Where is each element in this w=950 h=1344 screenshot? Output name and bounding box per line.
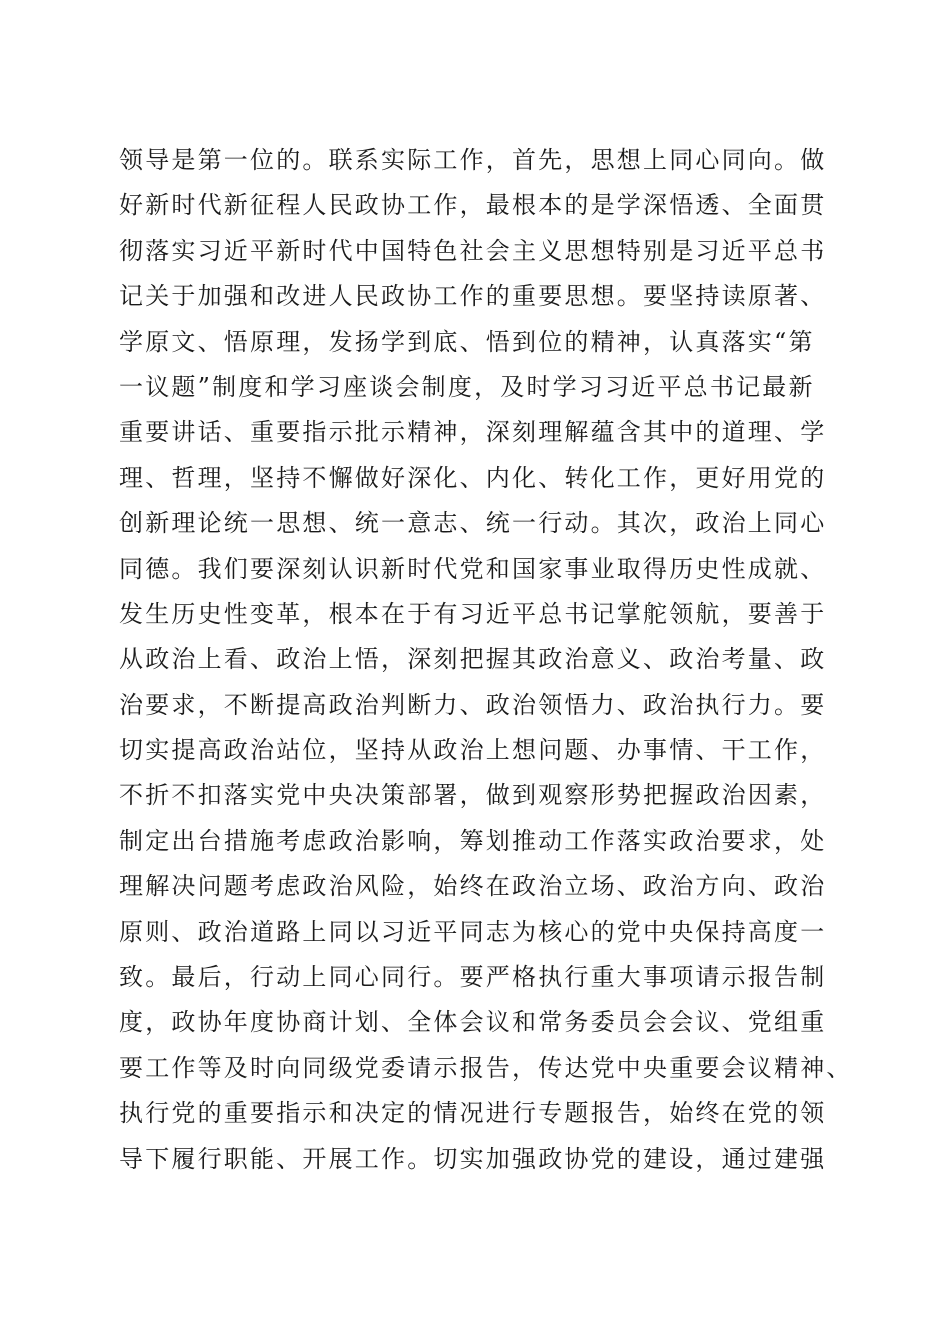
text-line-8: 理、哲理，坚持不懈做好深化、内化、转化工作，更好用党的	[119, 463, 827, 492]
text-line-18: 原则、政治道路上同以习近平同志为核心的党中央保持高度一	[119, 917, 827, 946]
text-line-17: 理解决问题考虑政治风险，始终在政治立场、政治方向、政治	[119, 872, 827, 901]
text-line-21: 要工作等及时向同级党委请示报告，传达党中央重要会议精神、	[119, 1053, 853, 1082]
text-line-13: 治要求，不断提高政治判断力、政治领悟力、政治执行力。要	[119, 690, 827, 719]
text-line-16: 制定出台措施考虑政治影响，筹划推动工作落实政治要求，处	[119, 826, 827, 855]
text-line-11: 发生历史性变革，根本在于有习近平总书记掌舵领航，要善于	[119, 599, 827, 628]
text-line-20: 度，政协年度协商计划、全体会议和常务委员会会议、党组重	[119, 1008, 827, 1037]
text-line-2: 好新时代新征程人民政协工作，最根本的是学深悟透、全面贯	[119, 191, 827, 220]
text-line-10: 同德。我们要深刻认识新时代党和国家事业取得历史性成就、	[119, 554, 827, 583]
text-line-1: 领导是第一位的。联系实际工作，首先，思想上同心同向。做	[119, 146, 827, 174]
body-paragraph	[119, 138, 853, 1182]
text-line-6: 一议题”制度和学习座谈会制度，及时学习习近平总书记最新	[119, 372, 815, 401]
text-line-4: 记关于加强和改进人民政协工作的重要思想。要坚持读原著、	[119, 282, 827, 311]
text-line-3: 彻落实习近平新时代中国特色社会主义思想特别是习近平总书	[119, 236, 827, 265]
text-line-19: 致。最后，行动上同心同行。要严格执行重大事项请示报告制	[119, 963, 827, 992]
text-line-22: 执行党的重要指示和决定的情况进行专题报告，始终在党的领	[119, 1099, 827, 1128]
text-line-7: 重要讲话、重要指示批示精神，深刻理解蕴含其中的道理、学	[119, 418, 827, 447]
text-line-14: 切实提高政治站位，坚持从政治上想问题、办事情、干工作，	[119, 736, 827, 765]
text-line-5: 学原文、悟原理，发扬学到底、悟到位的精神，认真落实“第	[119, 327, 815, 356]
text-line-15: 不折不扣落实党中央决策部署，做到观察形势把握政治因素，	[119, 781, 827, 810]
text-line-23: 导下履行职能、开展工作。切实加强政协党的建设，通过建强	[119, 1144, 827, 1173]
text-line-9: 创新理论统一思想、统一意志、统一行动。其次，政治上同心	[119, 509, 827, 538]
text-line-12: 从政治上看、政治上悟，深刻把握其政治意义、政治考量、政	[119, 645, 827, 674]
